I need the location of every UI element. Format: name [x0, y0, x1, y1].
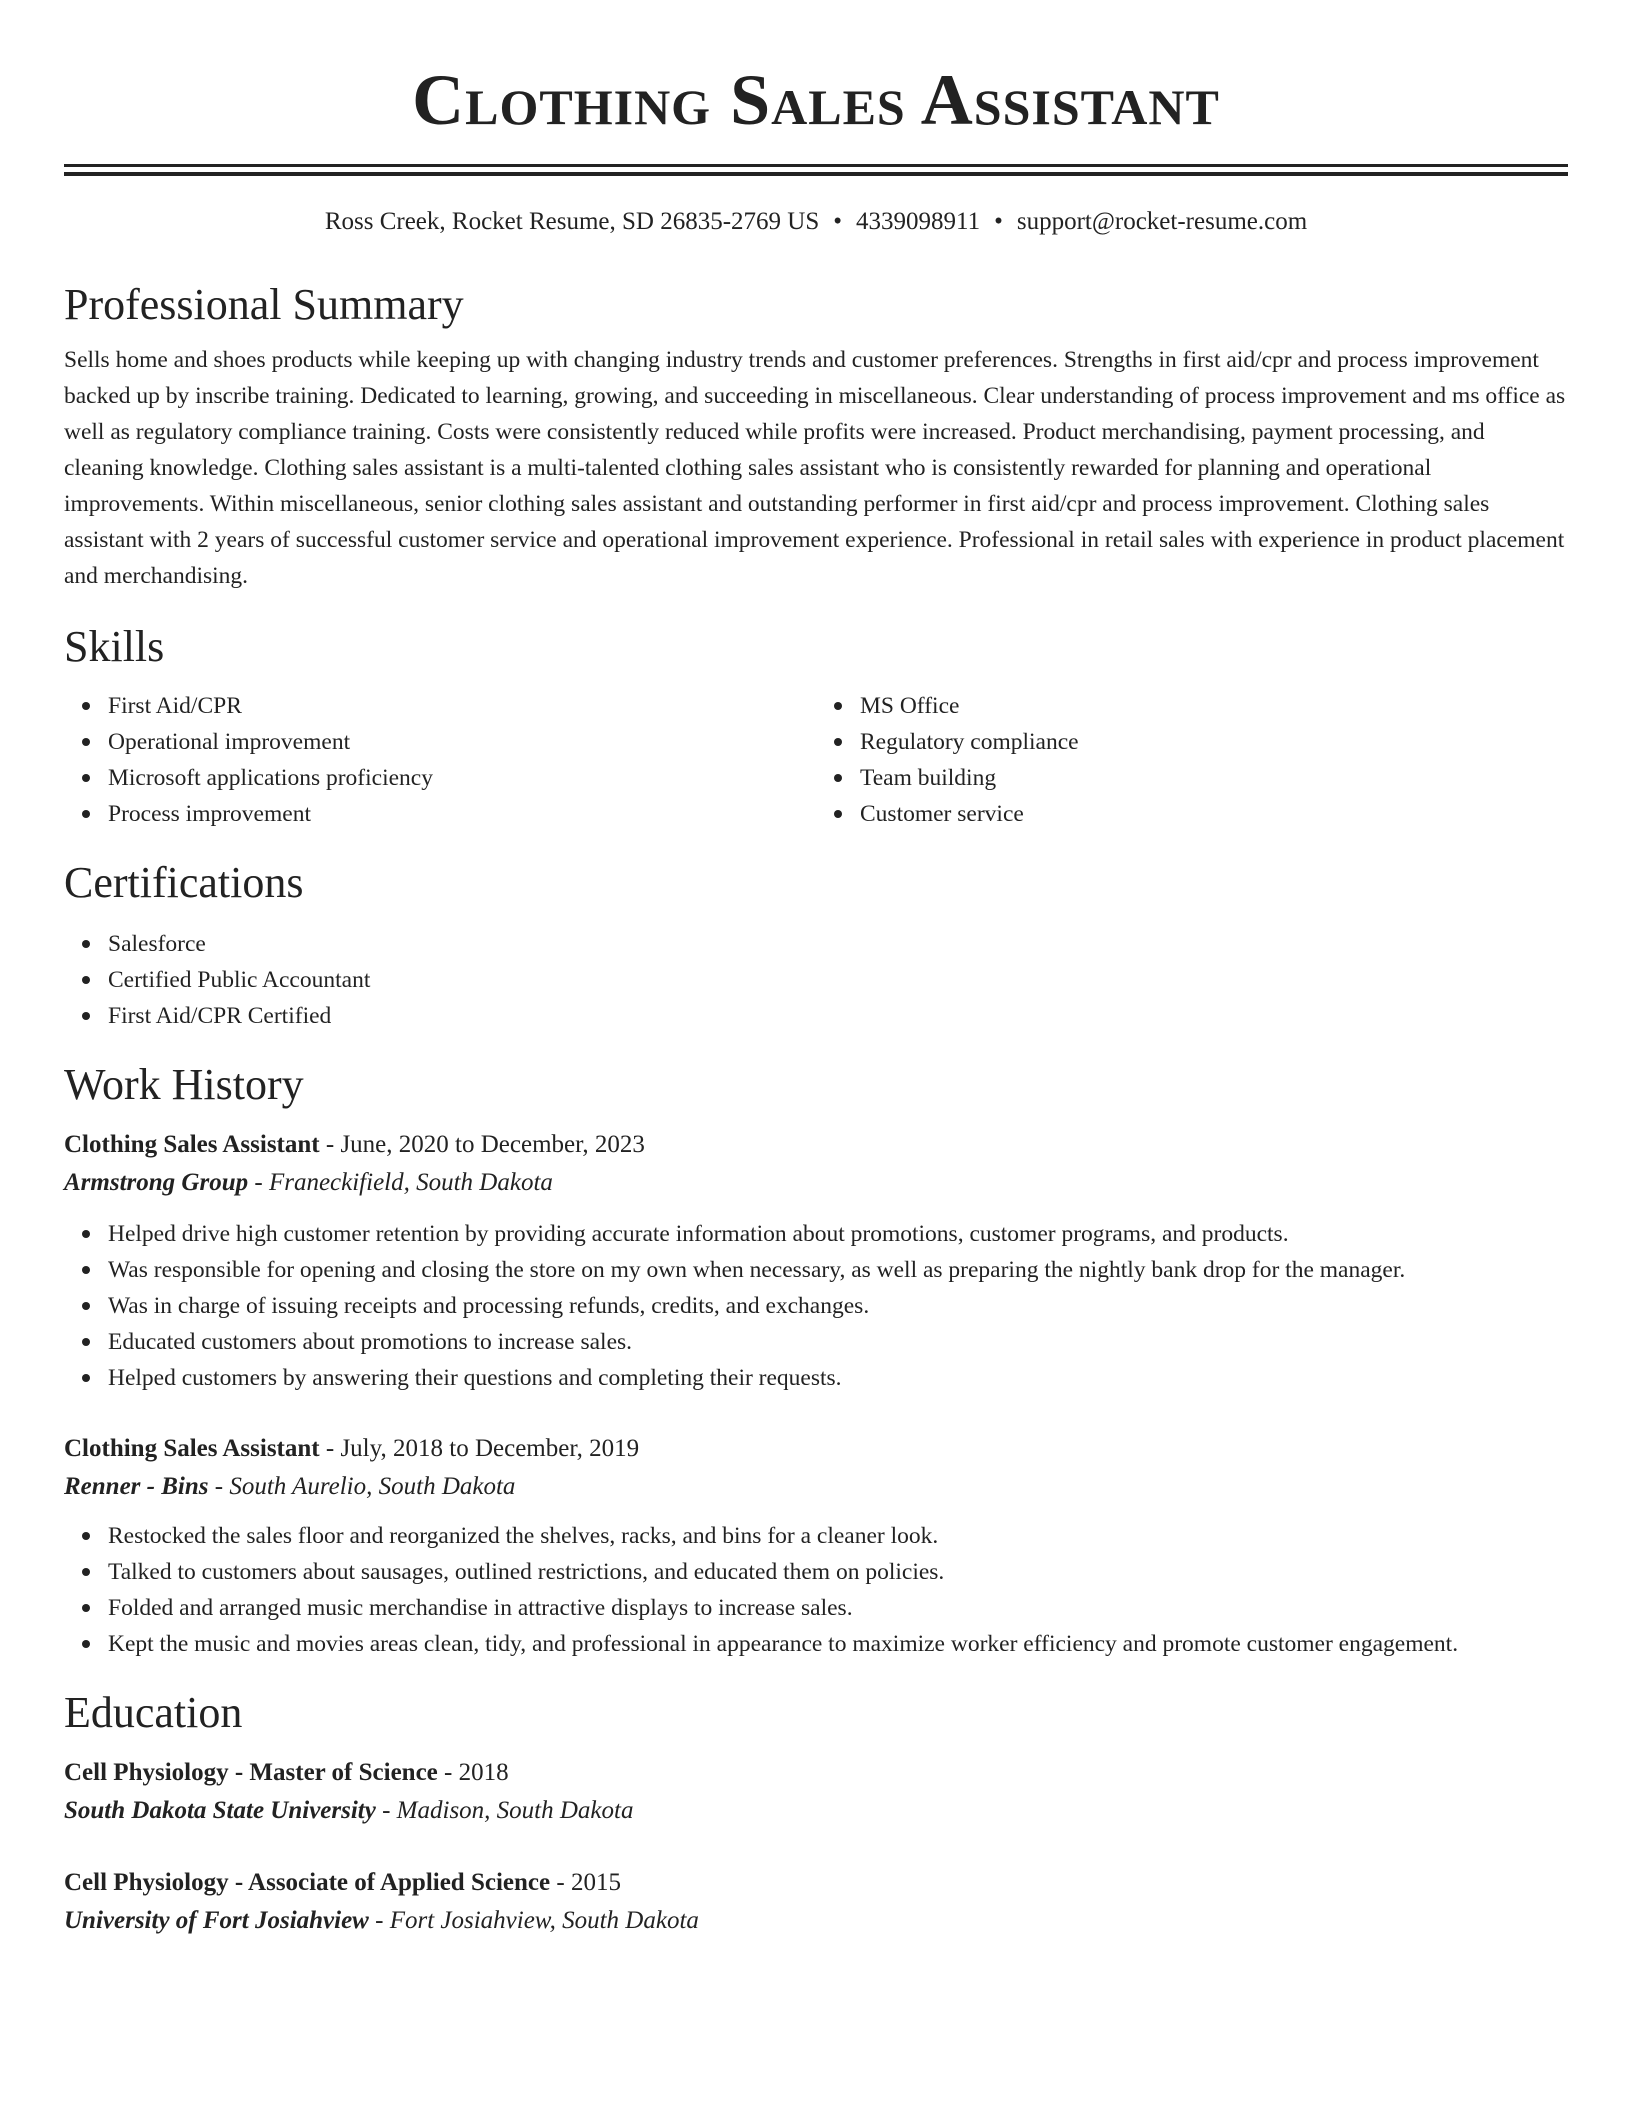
skill-item: Regulatory compliance	[860, 724, 1568, 760]
dash-separator: -	[368, 1907, 390, 1934]
summary-text: Sells home and shoes products while keeping up with changing industry trends and customer preferences. Strengths in first aid/cpr and process improvement backed up by inscribe training. Dedicated to learning, growing, and succeeding in miscellaneous. Clear understanding of process improvement and ms office as well as regulatory compliance training. Costs were consistently reduced while profits were increased. Product merchandising, payment processing, and cleaning knowledge. Clothing sales assistant is a multi-talented clothing sales assistant who is consistently rewarded for planning and operational improvements. Within miscellaneous, senior clothing sales assistant and outstanding performer in first aid/cpr and process improvement. Clothing sales assistant with 2 years of successful customer service and operational improvement experience. Professional in retail sales with experience in product placement and merchandising.	[64, 347, 1566, 589]
dash-separator: -	[375, 1797, 397, 1824]
job-duty-item: Was in charge of issuing receipts and processing refunds, credits, and exchanges.	[108, 1288, 1568, 1324]
job-location: Franeckifield, South Dakota	[268, 1169, 553, 1196]
skill-item: First Aid/CPR	[108, 688, 816, 724]
skill-item: Operational improvement	[108, 724, 816, 760]
certifications-section	[64, 856, 1568, 1034]
dash-separator: -	[319, 1435, 341, 1462]
certification-item: Salesforce	[108, 926, 1568, 962]
job-duty-item: Talked to customers about sausages, outlined restrictions, and educated them on policies.	[108, 1554, 1568, 1590]
section-heading-work-history: Work History	[64, 1060, 304, 1109]
job-dates: July, 2018 to December, 2019	[340, 1435, 640, 1462]
education-location: Madison, South Dakota	[396, 1797, 634, 1824]
skills-columns	[64, 688, 1568, 832]
section-heading-summary: Professional Summary	[64, 280, 464, 329]
job-title: Clothing Sales Assistant	[64, 1435, 320, 1462]
title-divider	[64, 164, 1568, 176]
job-duty-item: Educated customers about promotions to increase sales.	[108, 1324, 1568, 1360]
education-section	[64, 1686, 1568, 1940]
dash-separator: -	[208, 1473, 230, 1500]
skill-item: Customer service	[860, 796, 1568, 832]
job-employer-line	[64, 1468, 1568, 1506]
skill-item: Microsoft applications proficiency	[108, 760, 816, 796]
education-entry	[64, 1864, 1568, 1940]
education-school-line	[64, 1792, 1568, 1830]
job-employer-line	[64, 1164, 1568, 1202]
job-dates: June, 2020 to December, 2023	[340, 1131, 645, 1158]
dash-separator: -	[437, 1759, 459, 1786]
work-history-section	[64, 1058, 1568, 1662]
section-heading-certifications: Certifications	[64, 858, 304, 907]
job-duty-item: Was responsible for opening and closing the store on my own when necessary, as well as preparing the nightly bank drop for the manager.	[108, 1252, 1568, 1288]
page-title: Clothing Sales Assistant	[412, 60, 1220, 140]
education-header	[64, 1864, 1568, 1902]
education-degree: Cell Physiology - Master of Science	[64, 1759, 438, 1786]
education-school-line	[64, 1902, 1568, 1940]
contact-address: Ross Creek, Rocket Resume, SD 26835-2769 US	[324, 208, 820, 235]
job-title: Clothing Sales Assistant	[64, 1131, 320, 1158]
section-heading-education: Education	[64, 1688, 243, 1737]
dash-separator: -	[248, 1169, 269, 1196]
contact-email: support@rocket-resume.com	[1016, 208, 1308, 235]
skills-list-right	[816, 688, 1568, 832]
job-entry	[64, 1430, 1568, 1662]
certification-item: First Aid/CPR Certified	[108, 998, 1568, 1034]
contact-separator: •	[994, 208, 1003, 235]
job-company: Armstrong Group	[64, 1169, 249, 1196]
contact-phone: 4339098911	[856, 208, 981, 235]
job-duty-item: Helped drive high customer retention by providing accurate information about promotions, customer programs, and products.	[108, 1216, 1568, 1252]
education-degree: Cell Physiology - Associate of Applied Science	[64, 1869, 551, 1896]
education-school: South Dakota State University	[64, 1797, 376, 1824]
skills-list-left	[64, 688, 816, 832]
dash-separator: -	[319, 1131, 341, 1158]
skill-item: Process improvement	[108, 796, 816, 832]
job-header	[64, 1126, 1568, 1164]
job-header	[64, 1430, 1568, 1468]
education-year: 2015	[570, 1869, 621, 1896]
education-header	[64, 1754, 1568, 1792]
job-duty-item: Restocked the sales floor and reorganized the shelves, racks, and bins for a cleaner look.	[108, 1518, 1568, 1554]
job-duty-item: Helped customers by answering their questions and completing their requests.	[108, 1360, 1568, 1396]
summary-section	[64, 278, 1568, 594]
contact-separator: •	[833, 208, 843, 235]
education-school: University of Fort Josiahview	[64, 1907, 369, 1934]
job-entry	[64, 1126, 1568, 1396]
education-location: Fort Josiahview, South Dakota	[389, 1907, 699, 1934]
certifications-list	[64, 926, 1568, 1034]
job-duties-list	[64, 1518, 1568, 1662]
skill-item: MS Office	[860, 688, 1568, 724]
education-year: 2018	[458, 1759, 509, 1786]
education-entry	[64, 1754, 1568, 1830]
skill-item: Team building	[860, 760, 1568, 796]
certification-item: Certified Public Accountant	[108, 962, 1568, 998]
job-duties-list	[64, 1216, 1568, 1396]
job-duty-item: Folded and arranged music merchandise in attractive displays to increase sales.	[108, 1590, 1568, 1626]
contact-line	[64, 206, 1568, 238]
skills-section	[64, 620, 1568, 832]
job-company: Renner - Bins	[64, 1473, 209, 1500]
job-duty-item: Kept the music and movies areas clean, tidy, and professional in appearance to maximize worker efficiency and promote customer engagement.	[108, 1626, 1568, 1662]
section-heading-skills: Skills	[64, 622, 165, 671]
job-location: South Aurelio, South Dakota	[229, 1473, 516, 1500]
dash-separator: -	[550, 1869, 571, 1896]
